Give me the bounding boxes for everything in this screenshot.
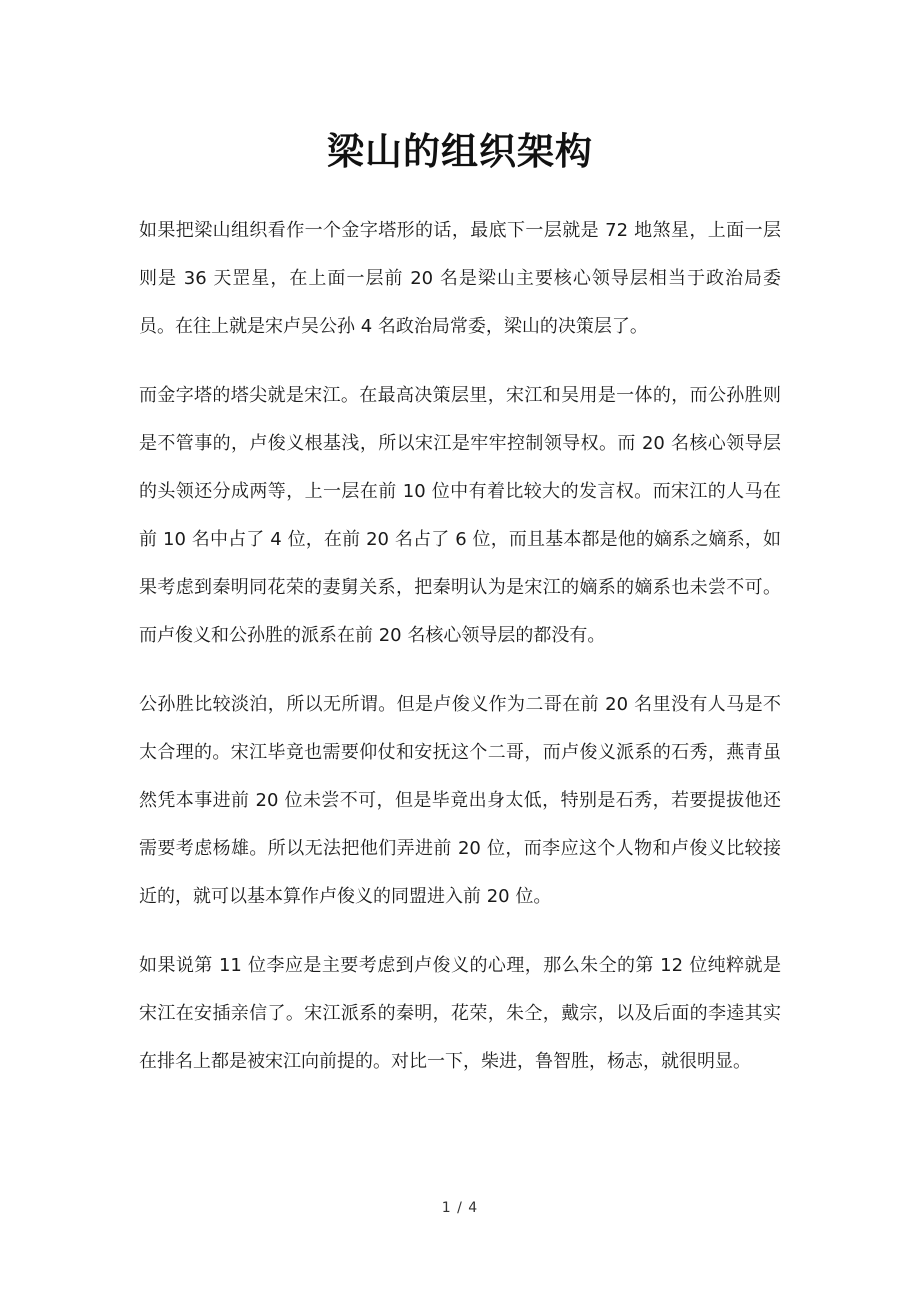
page-number: 1 / 4 xyxy=(441,1200,479,1216)
paragraph: 如果把梁山组织看作一个金字塔形的话，最底下一层就是 72 地煞星，上面一层则是 36 天罡星，在上面一层前 20 名是梁山主要核心领导层相当于政治局委员。在往上就是宋卢吴公孙 4 名政治局常委，梁山的决策层了。 xyxy=(139,220,781,337)
document-body xyxy=(139,207,781,1107)
paragraph: 如果说第 11 位李应是主要考虑到卢俊义的心理，那么朱仝的第 12 位纯粹就是宋江在安插亲信了。宋江派系的秦明，花荣，朱仝，戴宗，以及后面的李逵其实在排名上都是被宋江向前提的。对比一下，柴进，鲁智胜，杨志，就很明显。 xyxy=(139,955,781,1072)
document-title: 梁山的组织架构 xyxy=(327,130,593,173)
paragraph: 公孙胜比较淡泊，所以无所谓。但是卢俊义作为二哥在前 20 名里没有人马是不太合理的。宋江毕竟也需要仰仗和安抚这个二哥，而卢俊义派系的石秀，燕青虽然凭本事进前 20 位未尝不可，但是毕竟出身太低，特别是石秀，若要提拔他还需要考虑杨雄。所以无法把他们弄进前 20 位，而李应这个人物和卢俊义比较接近的，就可以基本算作卢俊义的同盟进入前 20 位。 xyxy=(139,694,781,907)
paragraph: 而金字塔的塔尖就是宋江。在最高决策层里，宋江和吴用是一体的，而公孙胜则是不管事的，卢俊义根基浅，所以宋江是牢牢控制领导权。而 20 名核心领导层的头领还分成两等，上一层在前 10 位中有着比较大的发言权。而宋江的人马在前 10 名中占了 4 位，在前 20 名占了 6 位，而且基本都是他的嫡系之嫡系，如果考虑到秦明同花荣的妻舅关系，把秦明认为是宋江的嫡系的嫡系也未尝不可。而卢俊义和公孙胜的派系在前 20 名核心领导层的都没有。 xyxy=(139,385,781,646)
